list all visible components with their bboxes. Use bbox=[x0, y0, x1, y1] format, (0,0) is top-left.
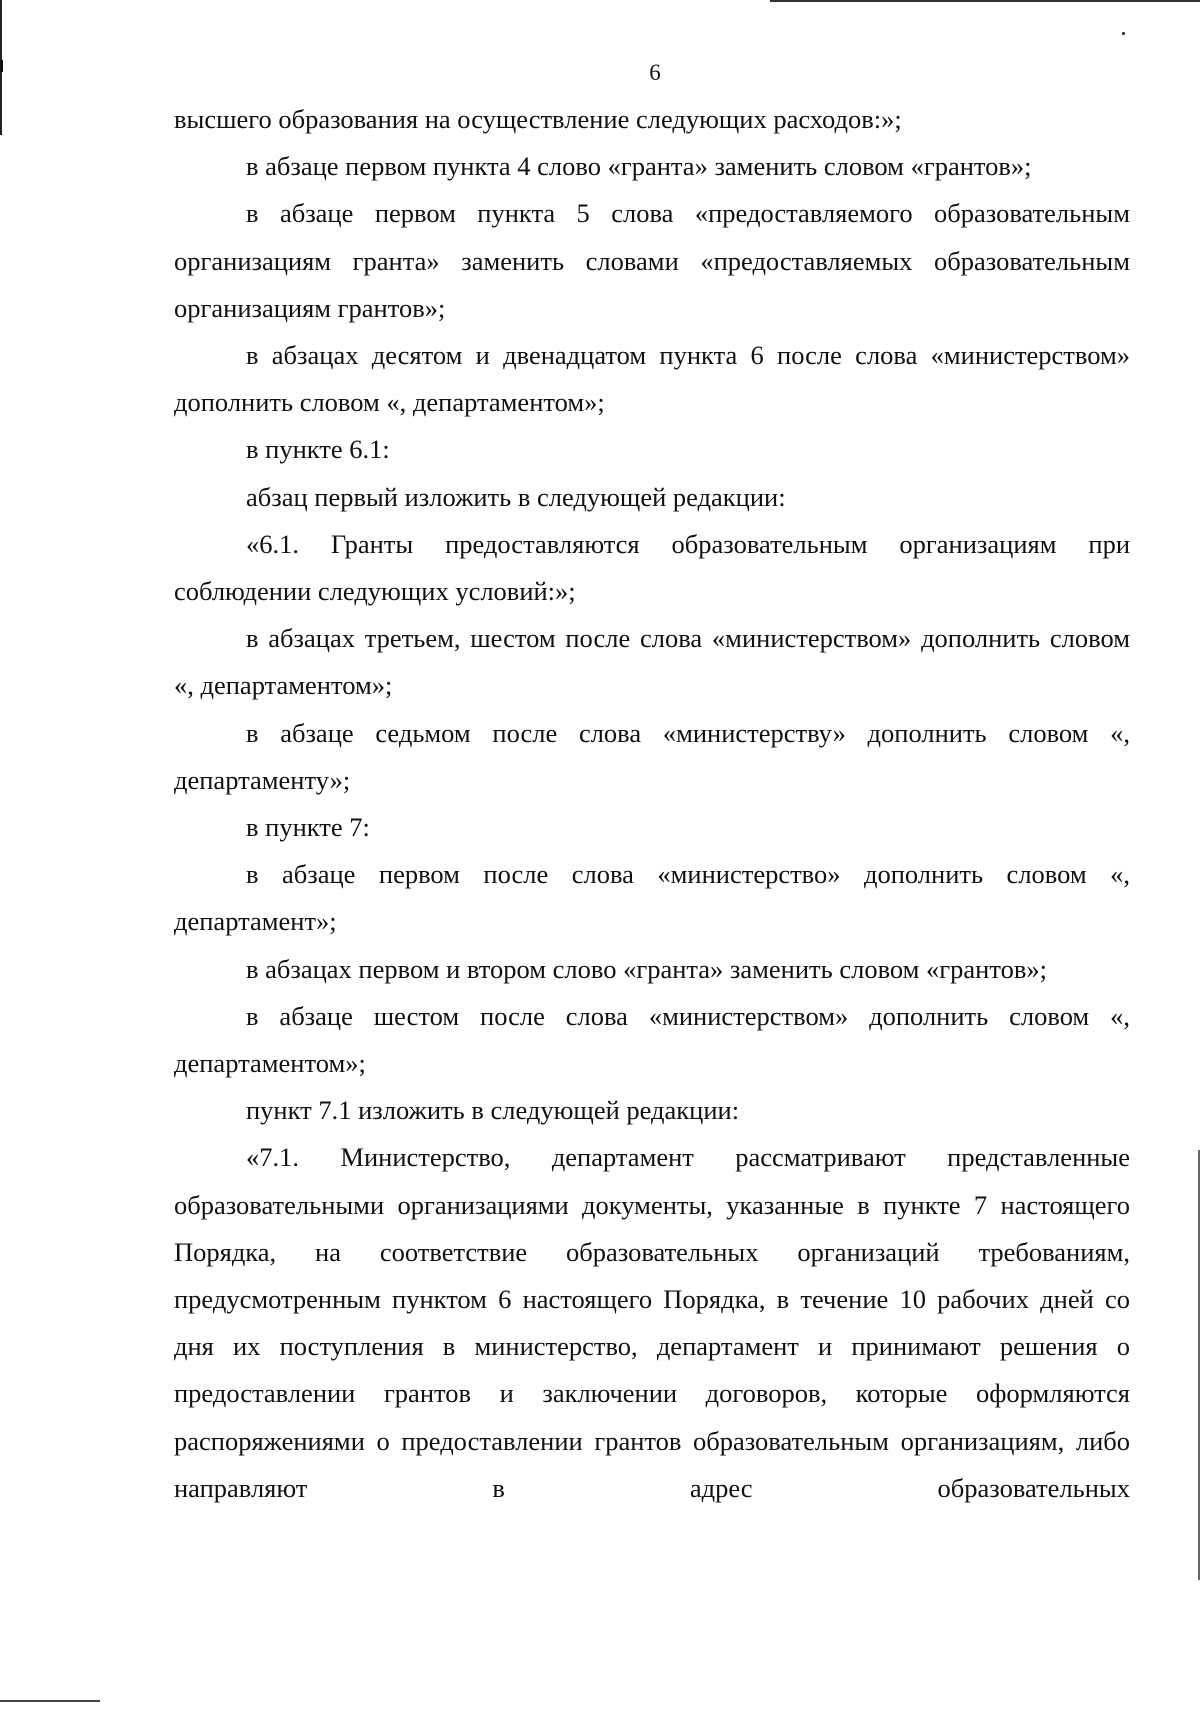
paragraph: в абзацах третьем, шестом после слова «министерством» дополнить словом «, департаментом»; bbox=[174, 623, 1130, 701]
paragraph: пункт 7.1 изложить в следующей редакции: bbox=[246, 1095, 740, 1126]
scan-speck bbox=[1122, 32, 1125, 35]
paragraph: в абзаце шестом после слова «министерством» дополнить словом «, департаментом»; bbox=[174, 1000, 1130, 1079]
paragraph-continued: «7.1. Министерство, департамент рассматривают представленные образовательными организациями документы, указанные в пункте 7 настоящего Порядка, на соответствие образовательных организаций требованиям, предусмотренным пунктом 6 настоящего Порядка, в течение 10 рабочих дней со дня их поступления в министерство, департамент и принимают решения о предоставлении грантов и заключении договоров, которые оформляются распоряжениями о предоставлении грантов образовательным организациям, либо направляют в адрес образовательных bbox=[174, 1142, 1130, 1503]
paragraph: «6.1. Гранты предоставляются образовательным организациям при соблюдении следующих условий:»; bbox=[174, 528, 1130, 607]
paragraph: в абзаце первом пункта 5 слова «предоставляемого образовательным организациям гранта» заменить словами «предоставляемых образовательным организациям грантов»; bbox=[174, 198, 1130, 323]
page-number: 6 bbox=[649, 60, 661, 85]
scan-edge-mark bbox=[770, 0, 1200, 2]
paragraph: абзац первый изложить в следующей редакции: bbox=[246, 481, 786, 512]
scan-edge-mark bbox=[0, 1700, 100, 1702]
paragraph: в абзацах первом и втором слово «гранта» заменить словом «грантов»; bbox=[246, 953, 1047, 984]
paragraph: в абзаце седьмом после слова «министерству» дополнить словом «, департаменту»; bbox=[174, 717, 1130, 795]
paragraph: в абзацах десятом и двенадцатом пункта 6 после слова «министерством» дополнить словом «, департаментом»; bbox=[174, 340, 1130, 418]
paragraph: в пункте 6.1: bbox=[246, 434, 390, 465]
paragraph: в абзаце первом пункта 4 слово «гранта» заменить словом «грантов»; bbox=[246, 151, 1032, 182]
paragraph: высшего образования на осуществление следующих расходов:»; bbox=[174, 104, 902, 134]
document-body bbox=[174, 96, 1130, 1512]
paragraph: в пункте 7: bbox=[246, 812, 370, 843]
paragraph: в абзаце первом после слова «министерство» дополнить словом «, департамент»; bbox=[174, 859, 1130, 937]
